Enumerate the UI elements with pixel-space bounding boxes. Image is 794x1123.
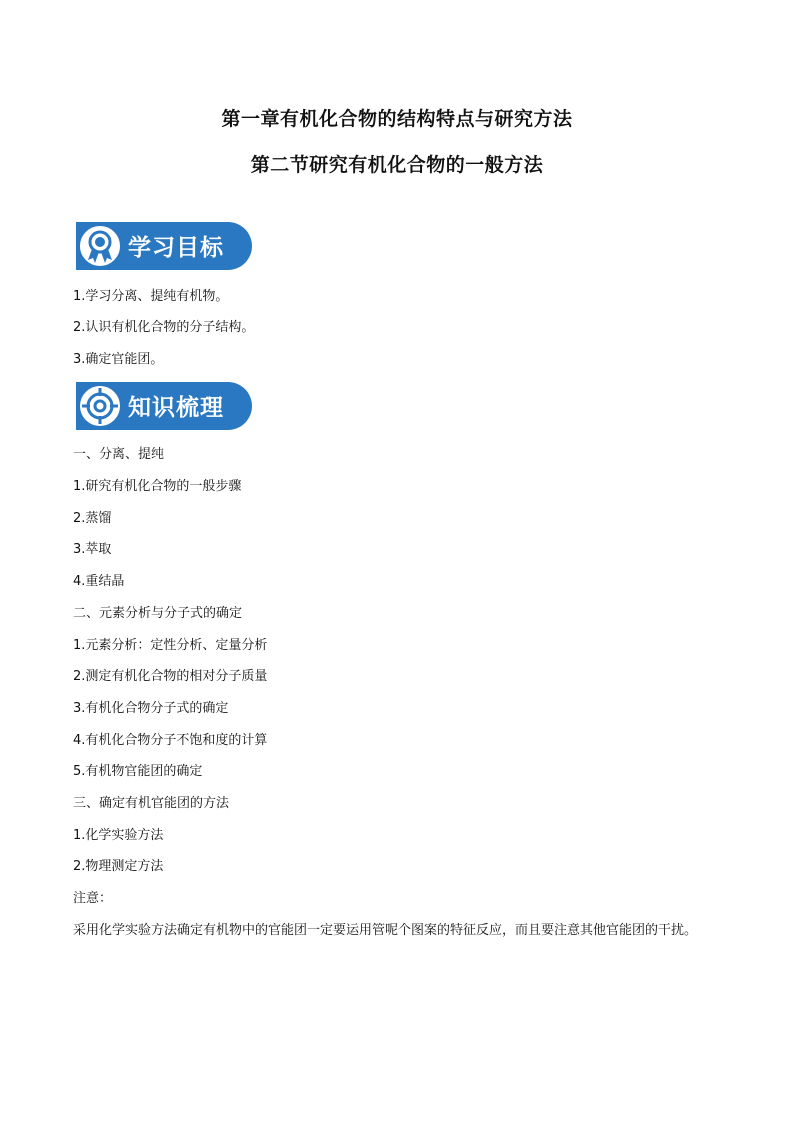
knowledge-line: 2.物理测定方法 <box>73 859 164 874</box>
knowledge-label: 知识梳理 <box>128 395 224 421</box>
knowledge-line: 1.元素分析：定性分析、定量分析 <box>73 638 268 653</box>
knowledge-line: 1.研究有机化合物的一般步骤 <box>73 479 242 494</box>
learning-goals-label: 学习目标 <box>128 235 224 261</box>
knowledge-line: 2.蒸馏 <box>73 511 112 526</box>
goal-item: 2.认识有机化合物的分子结构。 <box>73 320 255 335</box>
knowledge-line: 2.测定有机化合物的相对分子质量 <box>73 669 268 684</box>
knowledge-line: 一、分离、提纯 <box>73 447 165 462</box>
ribbon-badge-icon <box>78 224 122 268</box>
goal-item: 3.确定官能团。 <box>73 352 164 367</box>
knowledge-banner <box>76 382 252 430</box>
knowledge-line: 三、确定有机官能团的方法 <box>73 796 230 811</box>
knowledge-line: 二、元素分析与分子式的确定 <box>73 606 243 621</box>
knowledge-line: 注意： <box>73 891 113 906</box>
knowledge-line: 1.化学实验方法 <box>73 828 164 843</box>
section-title: 第二节研究有机化合物的一般方法 <box>250 154 544 176</box>
knowledge-line: 5.有机物官能团的确定 <box>73 764 203 779</box>
note-paragraph: 采用化学实验方法确定有机物中的官能团一定要运用管呢个图案的特征反应，而且要注意其他官能团的干扰。 <box>73 923 698 938</box>
knowledge-line: 4.有机化合物分子不饱和度的计算 <box>73 733 268 748</box>
knowledge-line: 4.重结晶 <box>73 574 125 589</box>
target-icon <box>78 384 122 428</box>
knowledge-line: 3.萃取 <box>73 542 112 557</box>
goal-item: 1.学习分离、提纯有机物。 <box>73 289 229 304</box>
learning-goals-banner <box>76 222 252 270</box>
chapter-title: 第一章有机化合物的结构特点与研究方法 <box>221 108 573 130</box>
knowledge-line: 3.有机化合物分子式的确定 <box>73 701 229 716</box>
